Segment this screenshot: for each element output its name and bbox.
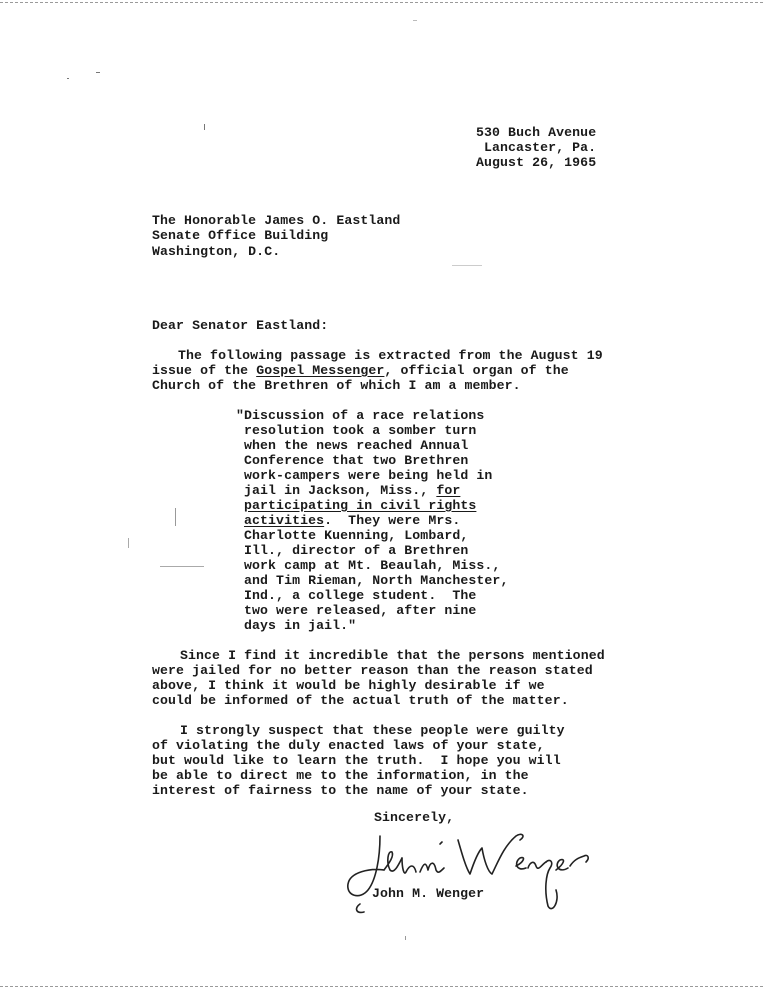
quote-line: "Discussion of a race relations: [236, 408, 485, 423]
scan-speck: [160, 566, 204, 567]
signature-name: John M. Wenger: [372, 886, 485, 901]
paragraph-1-line: [152, 363, 569, 378]
quote-line: two were released, after nine: [244, 603, 477, 618]
sender-street: 530 Buch Avenue: [476, 125, 597, 140]
paragraph-2-line: could be informed of the actual truth of the matter.: [152, 693, 569, 708]
recipient-building: Senate Office Building: [152, 228, 329, 243]
quote-line: [244, 513, 460, 528]
letter-date: August 26, 1965: [476, 155, 597, 170]
paragraph-2-line: above, I think it would be highly desirable if we: [152, 678, 545, 693]
top-scan-edge: [0, 2, 763, 3]
paragraph-3-line: interest of fairness to the name of your state.: [152, 783, 529, 798]
handwritten-signature: [340, 818, 600, 918]
quote-line: [244, 483, 460, 498]
paragraph-1-line: Church of the Brethren of which I am a member.: [152, 378, 521, 393]
quote-underlined-text: for: [436, 483, 461, 498]
paragraph-3-line: I strongly suspect that these people were guilty: [180, 723, 565, 738]
scan-speck: [96, 72, 100, 73]
quote-line: Conference that two Brethren: [244, 453, 469, 468]
recipient-name: The Honorable James O. Eastland: [152, 213, 401, 228]
quote-line: Ind., a college student. The: [244, 588, 477, 603]
quote-line: when the news reached Annual: [244, 438, 469, 453]
paragraph-1-text: , official organ of the: [384, 363, 569, 378]
quote-underlined-text: activities: [244, 513, 325, 528]
publication-title: Gospel Messenger: [256, 363, 385, 378]
scan-speck: [413, 20, 417, 21]
scan-speck: [452, 265, 482, 266]
scan-speck: [175, 508, 176, 526]
bottom-scan-edge: [0, 986, 763, 987]
closing: Sincerely,: [374, 810, 455, 825]
quote-text: jail in Jackson, Miss.,: [244, 483, 437, 498]
paragraph-3-line: of violating the duly enacted laws of your state,: [152, 738, 545, 753]
paragraph-3-line: but would like to learn the truth. I hope you will: [152, 753, 561, 768]
quote-underlined-line: participating in civil rights: [244, 498, 477, 513]
scan-speck: [405, 936, 406, 940]
sender-city: Lancaster, Pa.: [484, 140, 597, 155]
paragraph-1-line: The following passage is extracted from the August 19: [178, 348, 603, 363]
quote-line: work-campers were being held in: [244, 468, 493, 483]
paragraph-2-line: Since I find it incredible that the persons mentioned: [180, 648, 605, 663]
scan-speck: [204, 124, 205, 130]
quote-line: Charlotte Kuenning, Lombard,: [244, 528, 469, 543]
recipient-city: Washington, D.C.: [152, 244, 281, 259]
paragraph-3-line: be able to direct me to the information, in the: [152, 768, 529, 783]
quote-line: and Tim Rieman, North Manchester,: [244, 573, 509, 588]
quote-line: days in jail.": [244, 618, 357, 633]
paragraph-1-text: issue of the: [152, 363, 257, 378]
salutation: Dear Senator Eastland:: [152, 318, 329, 333]
scan-speck: [128, 538, 129, 548]
quote-line: resolution took a somber turn: [244, 423, 477, 438]
scan-speck: [67, 78, 69, 79]
paragraph-2-line: were jailed for no better reason than the reason stated: [152, 663, 593, 678]
quote-text: . They were Mrs.: [324, 513, 461, 528]
quote-line: work camp at Mt. Beaulah, Miss.,: [244, 558, 501, 573]
quote-line: Ill., director of a Brethren: [244, 543, 469, 558]
